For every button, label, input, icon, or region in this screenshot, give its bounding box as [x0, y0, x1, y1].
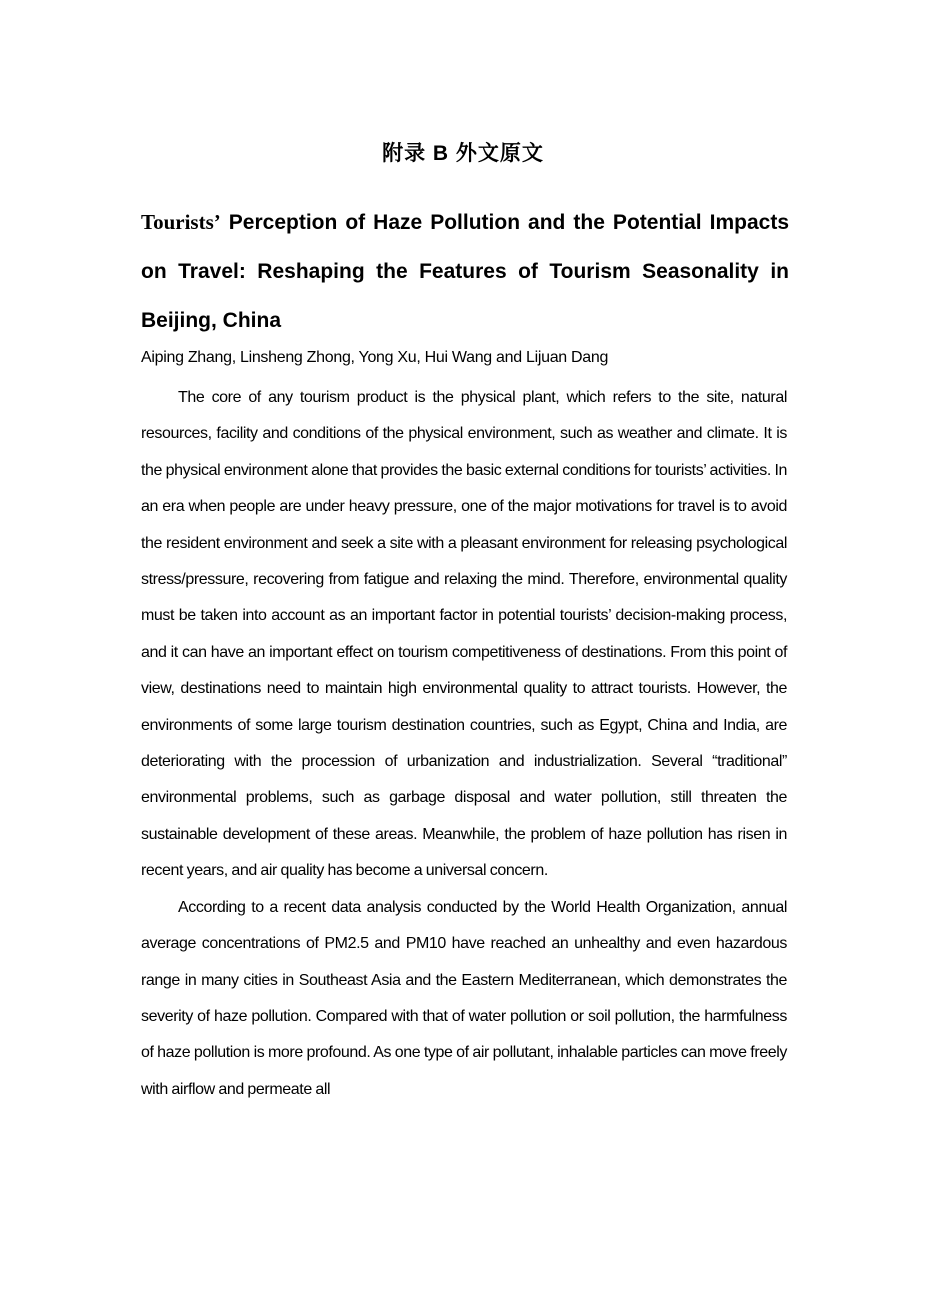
- body-paragraph: The core of any tourism product is the physical plant, which refers to the site, natural resources, facility and conditions of the physical environment, such as weather and climate. It is the physical environment alone that provides the basic external conditions for tourists’ activities. In an era when people are under heavy pressure, one of the major motivations for travel is to avoid the resident environment and seek a site with a pleasant environment for releasing psychological stress/pressure, recovering from fatigue and relaxing the mind. Therefore, environmental quality must be taken into account as an important factor in potential tourists’ decision-making process, and it can have an important effect on tourism competitiveness of destinations. From this point of view, destinations need to maintain high environmental quality to attract tourists. However, the environments of some large tourism destination countries, such as Egypt, China and India, are deteriorating with the procession of urbanization and industrialization. Several “traditional” environmental problems, such as garbage disposal and water pollution, still threaten the sustainable development of these areas. Meanwhile, the problem of haze pollution has risen in recent years, and air quality has become a universal concern.: [141, 389, 787, 880]
- paper-title-rest: Perception of Haze Pollution and the Potential Impacts on Travel: Reshaping the Features of Tourism Seasonality in Beijing, China: [141, 211, 789, 332]
- body-text: [141, 380, 787, 1108]
- body-paragraph: According to a recent data analysis conducted by the World Health Organization, annual average concentrations of PM2.5 and PM10 have reached an unhealthy and even hazardous range in many cities in Southeast Asia and the Eastern Mediterranean, which demonstrates the severity of haze pollution. Compared with that of water pollution or soil pollution, the harmfulness of haze pollution is more profound. As one type of air pollutant, inhalable particles can move freely with airflow and permeate all: [141, 898, 787, 1098]
- appendix-heading: 附录 B 外文原文: [382, 142, 544, 165]
- paper-title: [141, 198, 789, 345]
- paper-title-lead: Tourists’: [141, 210, 221, 234]
- author-list: Aiping Zhang, Linsheng Zhong, Yong Xu, Hui Wang and Lijuan Dang: [141, 349, 609, 366]
